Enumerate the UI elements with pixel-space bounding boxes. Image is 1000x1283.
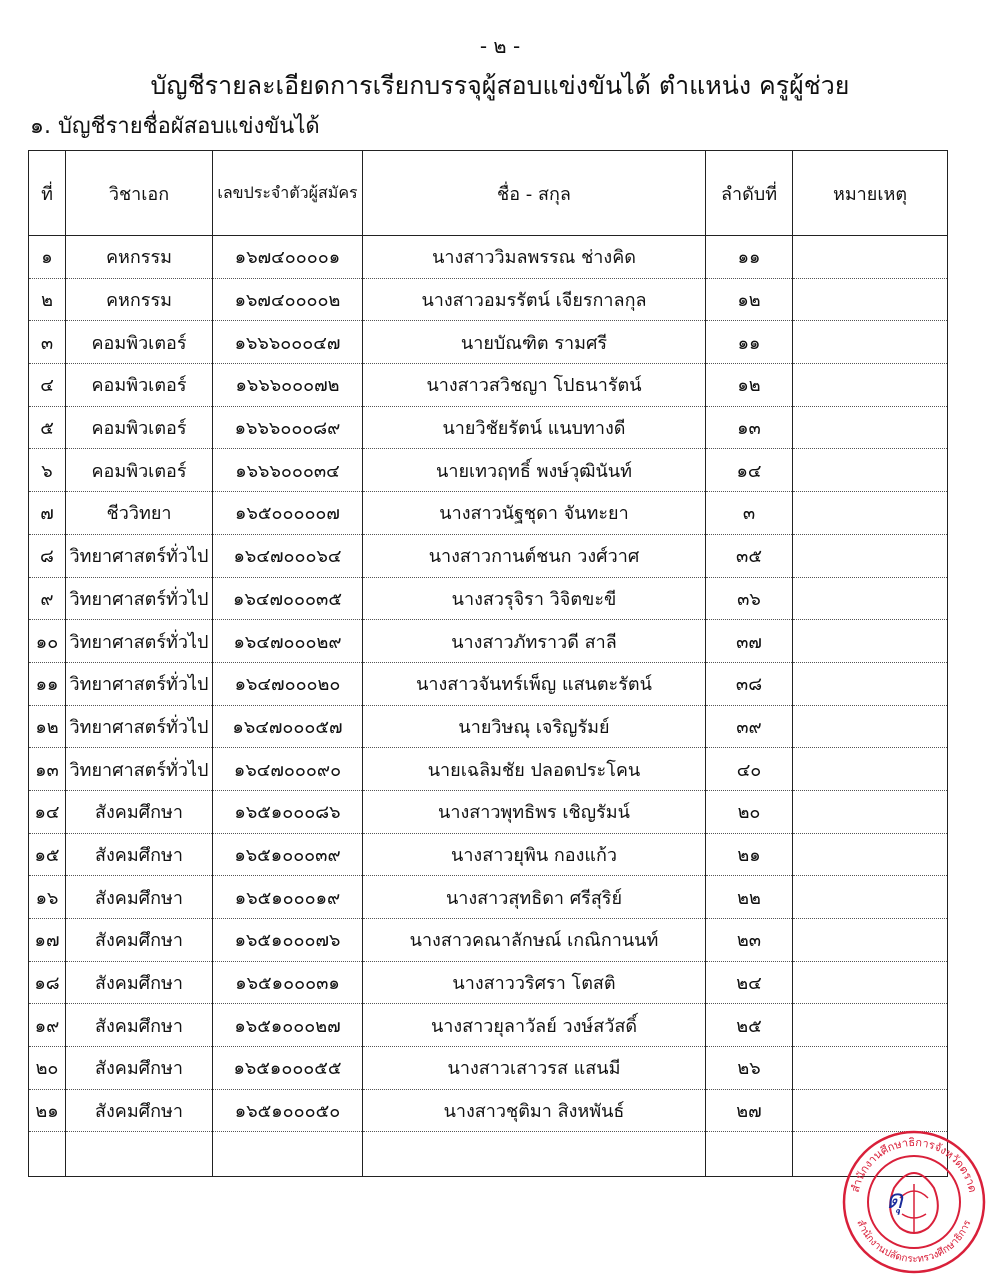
cell-remark xyxy=(793,961,948,1004)
cell-applicant-id: ๑๖๕๑๐๐๐๘๖ xyxy=(213,790,363,833)
cell-applicant-id: ๑๖๕๑๐๐๐๓๙ xyxy=(213,833,363,876)
table-row xyxy=(29,876,948,919)
cell-rank: ๑๒ xyxy=(706,278,793,321)
cell-full-name: นางสาวเสาวรส แสนมี xyxy=(363,1047,706,1090)
cell-no: ๘ xyxy=(29,534,66,577)
header-no: ที่ xyxy=(29,151,66,236)
official-seal-stamp xyxy=(840,1128,988,1276)
cell-applicant-id: ๑๖๕๑๐๐๐๗๖ xyxy=(213,919,363,962)
table-row xyxy=(29,961,948,1004)
header-applicant-id: เลขประจำตัวผู้สมัคร xyxy=(213,151,363,236)
cell-major: คอมพิวเตอร์ xyxy=(66,406,213,449)
cell-no: ๒ xyxy=(29,278,66,321)
cell-rank: ๓๖ xyxy=(706,577,793,620)
cell-full-name: นายเทวฤทธิ์ พงษ์วุฒินันท์ xyxy=(363,449,706,492)
cell-major: คหกรรม xyxy=(66,236,213,279)
table-row xyxy=(29,919,948,962)
cell-remark xyxy=(793,833,948,876)
cell-rank: ๒๒ xyxy=(706,876,793,919)
table-row xyxy=(29,449,948,492)
cell-major: สังคมศึกษา xyxy=(66,961,213,1004)
cell-major: วิทยาศาสตร์ทั่วไป xyxy=(66,705,213,748)
cell-rank: ๒๓ xyxy=(706,919,793,962)
cell-full-name: นางสาววิมลพรรณ ช่างคิด xyxy=(363,236,706,279)
cell-applicant-id: ๑๖๖๖๐๐๐๓๔ xyxy=(213,449,363,492)
cell-applicant-id: ๑๖๕๑๐๐๐๑๙ xyxy=(213,876,363,919)
cell-major: สังคมศึกษา xyxy=(66,876,213,919)
header-full-name: ชื่อ - สกุล xyxy=(363,151,706,236)
cell-remark xyxy=(793,1047,948,1090)
cell-rank: ๑๒ xyxy=(706,364,793,407)
cell-full-name: นางสาวสวิชญา โปธนารัตน์ xyxy=(363,364,706,407)
table-row xyxy=(29,1004,948,1047)
cell-major: คอมพิวเตอร์ xyxy=(66,364,213,407)
cell-major: สังคมศึกษา xyxy=(66,1004,213,1047)
seal-text-bottom: สำนักงานปลัดกระทรวงศึกษาธิการ xyxy=(854,1218,974,1266)
cell-rank: ๒๑ xyxy=(706,833,793,876)
cell-applicant-id: ๑๖๖๖๐๐๐๗๒ xyxy=(213,364,363,407)
table-row xyxy=(29,236,948,279)
cell-full-name: นายบัณฑิต รามศรี xyxy=(363,321,706,364)
cell-full-name: นายวิชัยรัตน์ แนบทางดี xyxy=(363,406,706,449)
cell-full-name: นายวิษณุ เจริญรัมย์ xyxy=(363,705,706,748)
table-body xyxy=(29,236,948,1177)
cell-remark xyxy=(793,534,948,577)
cell-rank: ๒๗ xyxy=(706,1089,793,1132)
section-heading: ๑. บัญชีรายชื่อผัสอบแข่งขันได้ xyxy=(30,114,320,139)
cell-full-name: นางสาวพุทธิพร เชิญรัมน์ xyxy=(363,790,706,833)
cell-no: ๑๒ xyxy=(29,705,66,748)
table-row xyxy=(29,492,948,535)
table-row xyxy=(29,534,948,577)
table-row xyxy=(29,1047,948,1090)
cell-major: สังคมศึกษา xyxy=(66,1047,213,1090)
cell-major: วิทยาศาสตร์ทั่วไป xyxy=(66,534,213,577)
cell-remark xyxy=(793,364,948,407)
cell-rank: ๒๖ xyxy=(706,1047,793,1090)
cell-applicant-id: ๑๖๔๗๐๐๐๒๐ xyxy=(213,662,363,705)
cell-remark xyxy=(793,278,948,321)
cell-no: ๑๕ xyxy=(29,833,66,876)
cell-remark xyxy=(793,620,948,663)
table-row xyxy=(29,705,948,748)
cell-remark xyxy=(793,236,948,279)
cell-no: ๖ xyxy=(29,449,66,492)
table-empty-row xyxy=(29,1132,948,1177)
seal-text-top: สำนักงานศึกษาธิการจังหวัดตราด xyxy=(848,1135,980,1194)
table-row xyxy=(29,364,948,407)
cell-remark xyxy=(793,705,948,748)
table-row xyxy=(29,1089,948,1132)
cell-full-name: นางสาวภัทราวดี สาลี xyxy=(363,620,706,663)
cell-no: ๑๖ xyxy=(29,876,66,919)
header-remark: หมายเหตุ xyxy=(793,151,948,236)
cell-remark xyxy=(793,449,948,492)
table-row xyxy=(29,406,948,449)
cell-major: สังคมศึกษา xyxy=(66,1089,213,1132)
cell-applicant-id: ๑๖๕๑๐๐๐๓๑ xyxy=(213,961,363,1004)
cell-applicant-id: ๑๖๖๖๐๐๐๘๙ xyxy=(213,406,363,449)
cell-rank: ๓๕ xyxy=(706,534,793,577)
cell-empty xyxy=(29,1132,66,1177)
cell-remark xyxy=(793,406,948,449)
cell-empty xyxy=(213,1132,363,1177)
cell-major: สังคมศึกษา xyxy=(66,790,213,833)
cell-full-name: นางสาวกานต์ชนก วงศ์วาศ xyxy=(363,534,706,577)
table-row xyxy=(29,620,948,663)
cell-rank: ๑๔ xyxy=(706,449,793,492)
cell-major: วิทยาศาสตร์ทั่วไป xyxy=(66,577,213,620)
page-number: - ๒ - xyxy=(479,34,521,58)
cell-no: ๓ xyxy=(29,321,66,364)
cell-applicant-id: ๑๖๔๗๐๐๐๒๙ xyxy=(213,620,363,663)
cell-applicant-id: ๑๖๖๖๐๐๐๔๗ xyxy=(213,321,363,364)
cell-rank: ๒๔ xyxy=(706,961,793,1004)
cell-rank: ๓ xyxy=(706,492,793,535)
cell-full-name: นางสาวจันทร์เพ็ญ แสนตะรัตน์ xyxy=(363,662,706,705)
cell-full-name: นางสาวนัฐชุดา จันทะยา xyxy=(363,492,706,535)
table-row xyxy=(29,577,948,620)
header-rank: ลำดับที่ xyxy=(706,151,793,236)
cell-rank: ๑๑ xyxy=(706,236,793,279)
cell-applicant-id: ๑๖๗๔๐๐๐๐๑ xyxy=(213,236,363,279)
cell-major: คหกรรม xyxy=(66,278,213,321)
cell-no: ๒๑ xyxy=(29,1089,66,1132)
cell-remark xyxy=(793,748,948,791)
cell-applicant-id: ๑๖๔๗๐๐๐๕๗ xyxy=(213,705,363,748)
cell-remark xyxy=(793,321,948,364)
cell-no: ๑๙ xyxy=(29,1004,66,1047)
cell-full-name: นางสาวอมรรัตน์ เจียรกาลกุล xyxy=(363,278,706,321)
cell-full-name: นางสาวชุติมา สิงหพันธ์ xyxy=(363,1089,706,1132)
cell-full-name: นางสาวสุทธิดา ศรีสุริย์ xyxy=(363,876,706,919)
cell-remark xyxy=(793,1089,948,1132)
cell-full-name: นางสวรุจิรา วิจิตขะขี xyxy=(363,577,706,620)
cell-remark xyxy=(793,577,948,620)
cell-rank: ๓๗ xyxy=(706,620,793,663)
candidate-table xyxy=(28,150,948,1177)
cell-full-name: นางสาวคณาลักษณ์ เกณิกานนท์ xyxy=(363,919,706,962)
cell-major: คอมพิวเตอร์ xyxy=(66,449,213,492)
cell-remark xyxy=(793,876,948,919)
cell-applicant-id: ๑๖๔๗๐๐๐๓๕ xyxy=(213,577,363,620)
cell-full-name: นายเฉลิมชัย ปลอดประโคน xyxy=(363,748,706,791)
cell-major: ชีววิทยา xyxy=(66,492,213,535)
table-row xyxy=(29,278,948,321)
cell-empty xyxy=(706,1132,793,1177)
cell-rank: ๓๙ xyxy=(706,705,793,748)
cell-empty xyxy=(363,1132,706,1177)
cell-rank: ๑๓ xyxy=(706,406,793,449)
cell-no: ๒๐ xyxy=(29,1047,66,1090)
cell-major: วิทยาศาสตร์ทั่วไป xyxy=(66,748,213,791)
cell-no: ๙ xyxy=(29,577,66,620)
cell-no: ๗ xyxy=(29,492,66,535)
cell-applicant-id: ๑๖๔๗๐๐๐๙๐ xyxy=(213,748,363,791)
cell-remark xyxy=(793,919,948,962)
cell-full-name: นางสาวยุลาวัลย์ วงษ์สวัสดิ์ xyxy=(363,1004,706,1047)
table-row xyxy=(29,321,948,364)
cell-rank: ๔๐ xyxy=(706,748,793,791)
cell-no: ๑๐ xyxy=(29,620,66,663)
cell-major: สังคมศึกษา xyxy=(66,919,213,962)
cell-no: ๑๗ xyxy=(29,919,66,962)
table-row xyxy=(29,833,948,876)
cell-full-name: นางสาววริศรา โตสติ xyxy=(363,961,706,1004)
cell-remark xyxy=(793,1004,948,1047)
cell-no: ๑๘ xyxy=(29,961,66,1004)
document-title: บัญชีรายละเอียดการเรียกบรรจุผู้สอบแข่งขันได้ ตำแหน่ง ครูผู้ช่วย xyxy=(150,71,850,100)
table-row xyxy=(29,662,948,705)
cell-major: วิทยาศาสตร์ทั่วไป xyxy=(66,620,213,663)
cell-rank: ๒๕ xyxy=(706,1004,793,1047)
cell-major: คอมพิวเตอร์ xyxy=(66,321,213,364)
cell-applicant-id: ๑๖๔๗๐๐๐๖๔ xyxy=(213,534,363,577)
cell-applicant-id: ๑๖๕๐๐๐๐๐๗ xyxy=(213,492,363,535)
cell-applicant-id: ๑๖๕๑๐๐๐๕๕ xyxy=(213,1047,363,1090)
cell-no: ๑ xyxy=(29,236,66,279)
cell-empty xyxy=(66,1132,213,1177)
table-header-row xyxy=(29,151,948,236)
cell-applicant-id: ๑๖๕๑๐๐๐๕๐ xyxy=(213,1089,363,1132)
cell-rank: ๑๑ xyxy=(706,321,793,364)
cell-major: วิทยาศาสตร์ทั่วไป xyxy=(66,662,213,705)
cell-major: สังคมศึกษา xyxy=(66,833,213,876)
signature-mark: ดุ xyxy=(886,1185,903,1215)
cell-no: ๑๓ xyxy=(29,748,66,791)
cell-applicant-id: ๑๖๕๑๐๐๐๒๗ xyxy=(213,1004,363,1047)
cell-rank: ๓๘ xyxy=(706,662,793,705)
cell-no: ๕ xyxy=(29,406,66,449)
cell-applicant-id: ๑๖๗๔๐๐๐๐๒ xyxy=(213,278,363,321)
table-row xyxy=(29,790,948,833)
cell-full-name: นางสาวยุพิน กองแก้ว xyxy=(363,833,706,876)
header-major: วิชาเอก xyxy=(66,151,213,236)
cell-rank: ๒๐ xyxy=(706,790,793,833)
cell-no: ๑๑ xyxy=(29,662,66,705)
cell-no: ๔ xyxy=(29,364,66,407)
table-row xyxy=(29,748,948,791)
cell-remark xyxy=(793,492,948,535)
cell-remark xyxy=(793,790,948,833)
cell-remark xyxy=(793,662,948,705)
cell-no: ๑๔ xyxy=(29,790,66,833)
